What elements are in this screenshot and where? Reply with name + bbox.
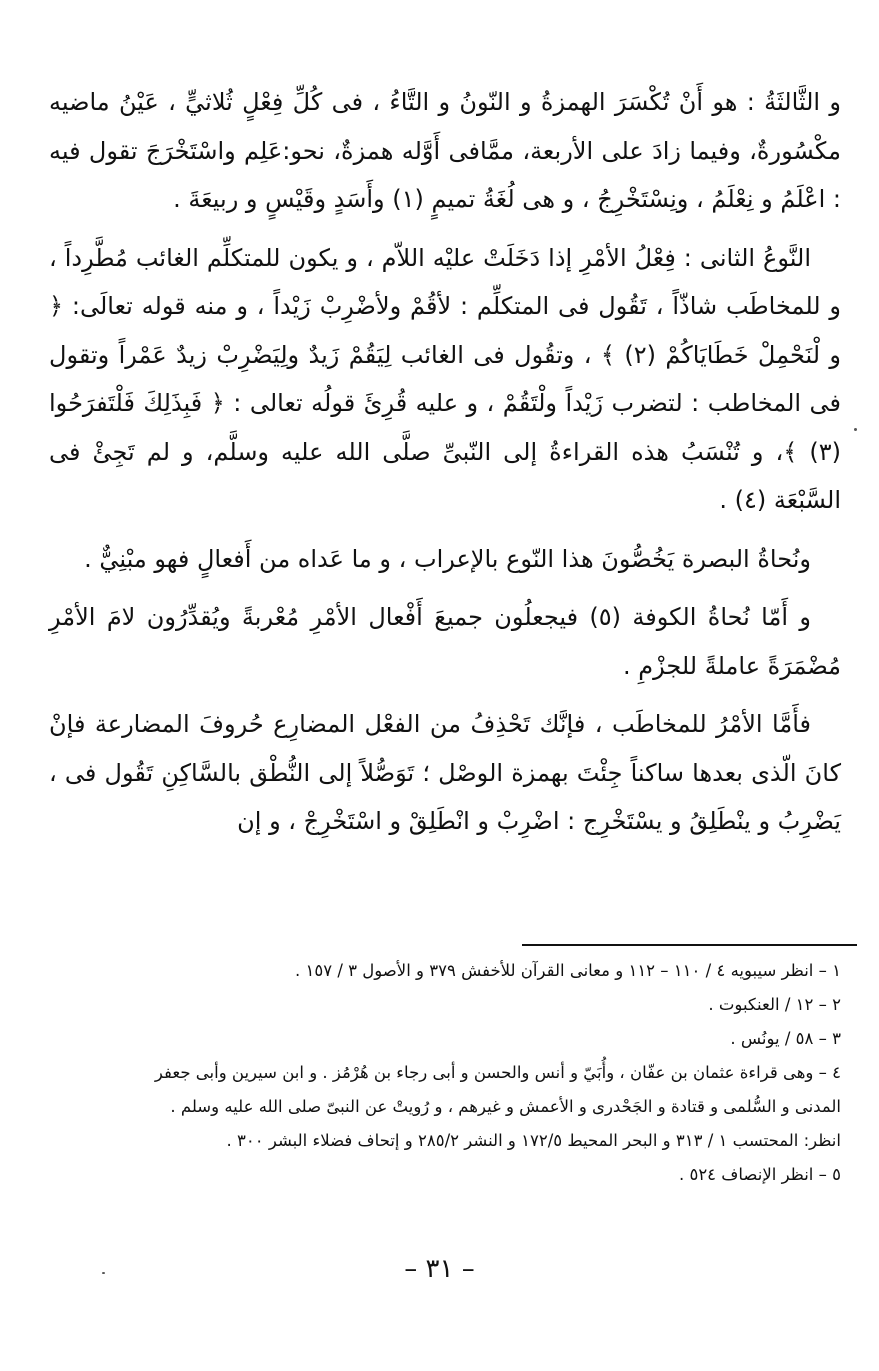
footnote: انظر: المحتسب ١ / ٣١٣ و البحر المحيط ١٧٢/٥ و النشر ٢٨٥/٢ و إتحاف فضلاء البشر ٣٠٠ . — [226, 1131, 841, 1150]
paragraph: و الثَّالثَةُ : هو أَنْ تُكْسَرَ الهمزةُ و النّونُ و التَّاءُ ، فى كُلِّ فِعْلٍ ثُلاثيٍّ ، عَيْنُ ماضيه مكْسُورةٌ، وفيما زادَ على الأربعة، ممَّافى أَوَّله همزةٌ، نحو:عَلِم واسْتَخْرَجَ تقول فيه : اعْلَمُ و نِعْلَمُ ، ونِسْتَخْرِجُ ، و هى لُغَةُ تميمٍ (١) وأَسَدٍ وقَيْسٍ و ربيعَةَ . — [49, 88, 841, 213]
page-number: – ٣١ – — [404, 1254, 475, 1284]
scan-speck — [854, 428, 857, 431]
footnote: المدنى و السُّلمى و قتادة و الجَحْدرى و الأعمش و غيرهم ، و رُويتْ عن النبىّ صلى الله عليه وسلم . — [170, 1097, 841, 1116]
footnote: ٥ – انظر الإنصاف ٥٢٤ . — [678, 1165, 841, 1184]
scan-speck — [102, 1272, 105, 1274]
main-text — [49, 78, 841, 846]
footnote-separator — [522, 944, 857, 946]
paragraph: ونُحاةُ البصرة يَخُصُّونَ هذا النّوع بالإعراب ، و ما عَداه من أَفعالٍ فهو مبْنِيٌّ . — [84, 544, 811, 573]
footnote: ١ – انظر سيبويه ٤ / ١١٠ – ١١٢ و معانى القرآن للأخفش ٣٧٩ و الأصول ٣ / ١٥٧ . — [295, 961, 841, 980]
footnote: ٣ – ٥٨ / يونُس . — [730, 1029, 841, 1048]
paragraph: فأَمَّا الأمْرُ للمخاطَب ، فإنَّك تَحْذِفُ من الفعْل المضارِع حُروفَ المضارعة فإنْ كانَ الّذى بعدها ساكناً جِئْتَ بهمزة الوصْل ؛ تَوَصُّلاً إلى النُّطْق بالسَّاكِنِ تَقُول فى ، يَضْرِبُ و ينْطَلِقُ و يسْتَخْرِج : اضْرِبْ و انْطَلِقْ و اسْتَخْرِجْ ، و إن — [49, 710, 841, 835]
footnotes — [36, 954, 841, 1192]
paragraph: النَّوعُ الثانى : فِعْلُ الأمْرِ إذا دَخَلَتْ عليْه اللاّم ، و يكون للمتكلِّم الغائب مُطَّرِداً ، و للمخاطَب شاذّاً ، تَقُول فى المتكلِّم : لأقُمْ ولأضْرِبْ زَيْداً ، و منه قوله تعالَى: ﴿ و لْنَحْمِلْ خَطَايَاكُمْ (٢) ﴾ ، وتقُول فى الغائب لِيَقُمْ زَيدٌ ولِيَضْرِبْ زيدٌ عَمْراً وتقول فى المخاطب : لتضرب زَيْداً ولْتَقُمْ ، و عليه قُرِئَ قولُه تعالى : ﴿ فَبِذَلِكَ فَلْتَفرَحُوا (٣) ﴾، و تُنْسَبُ هذه القراءةُ إلى النّبىِّ صلَّى الله عليه وسلَّم، و لم تَجِئْ فى السَّبْعَة (٤) . — [49, 243, 841, 514]
footnote: ٢ – ١٢ / العنكبوت . — [708, 995, 841, 1014]
footnote: ٤ – وهى قراءة عثمان بن عفّان ، وأُبَيّ و أنس والحسن و أبى رجاء بن هُرْمُز . و ابن سيرين وأبى جعفر — [154, 1063, 841, 1082]
paragraph: و أَمّا نُحاةُ الكوفة (٥) فيجعلُون جميعَ أَفْعال الأمْرِ مُعْربةً ويُقدِّرُون لامَ الأمْرِ مُضْمَرَةً عاملةً للجزْمِ . — [49, 603, 841, 680]
